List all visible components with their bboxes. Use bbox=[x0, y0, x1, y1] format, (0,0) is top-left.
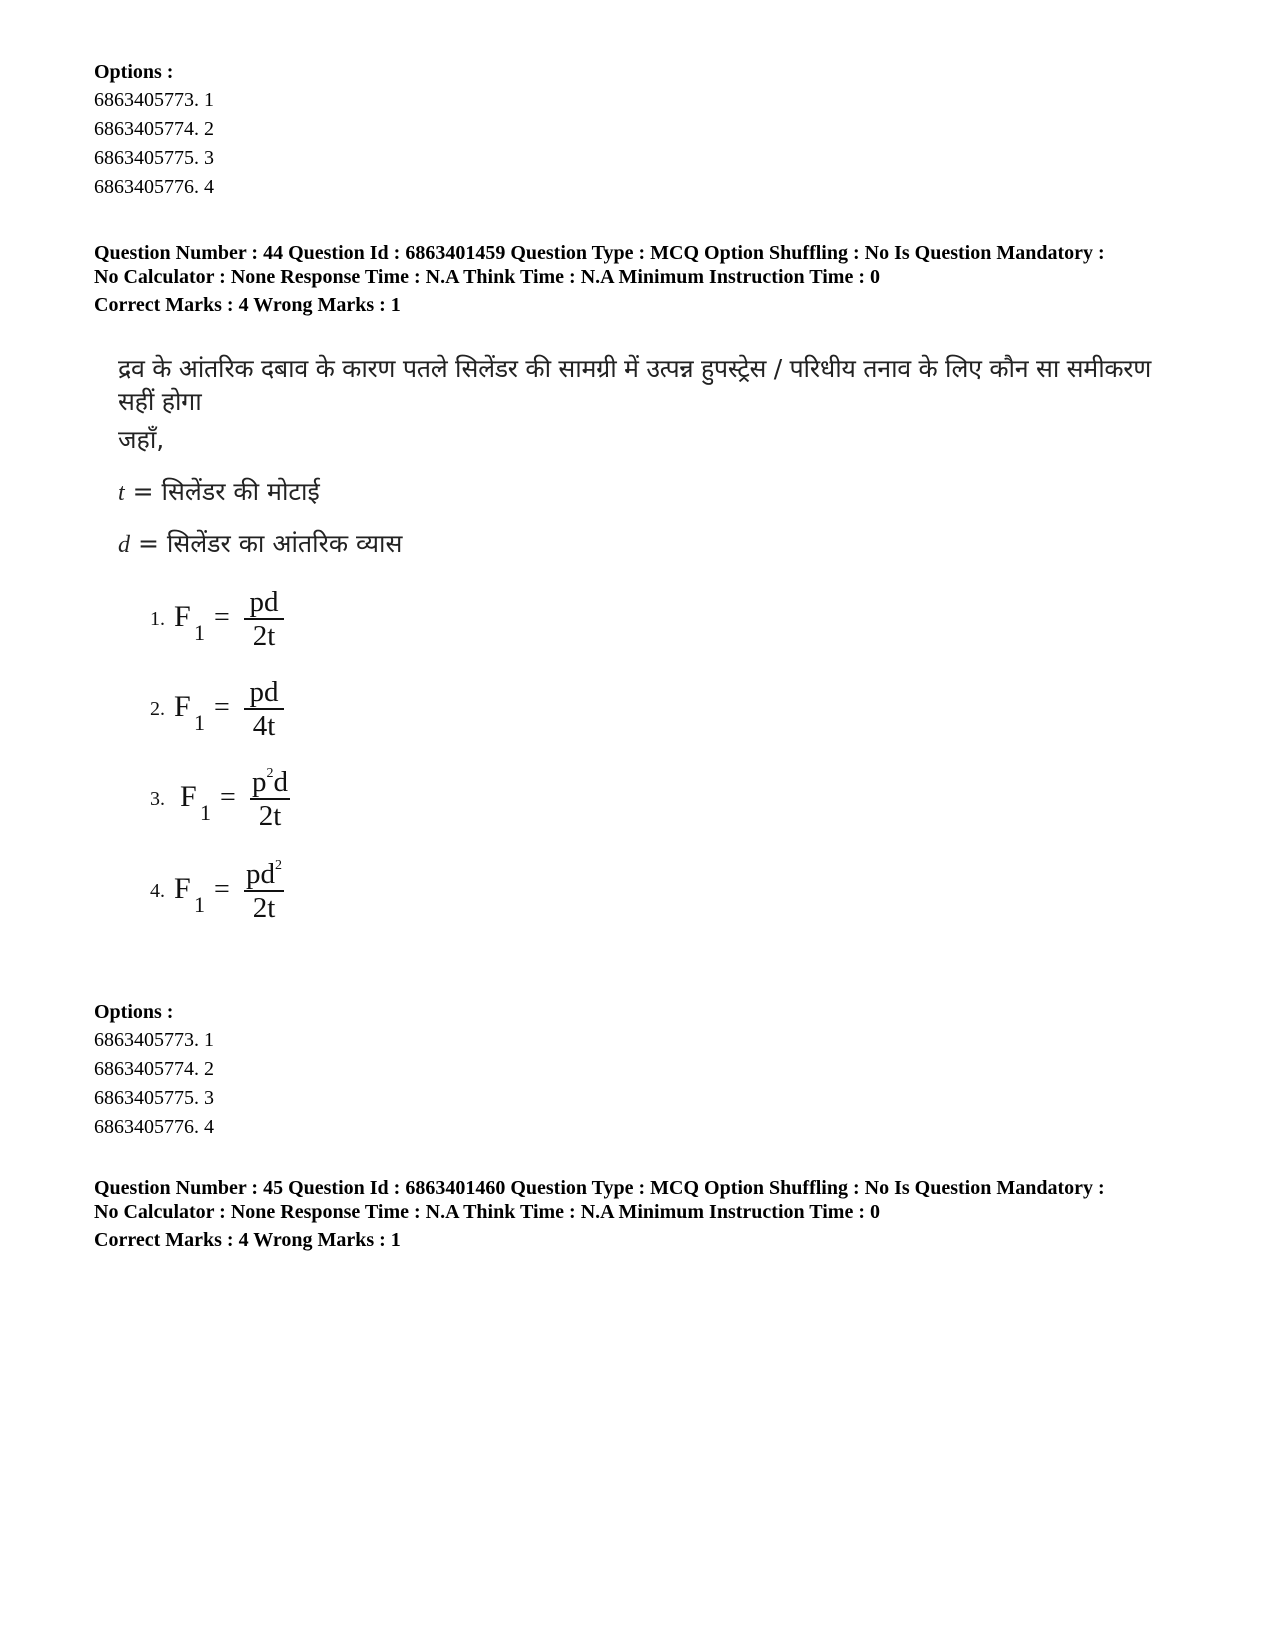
definition-thickness: t = सिलेंडर की मोटाई bbox=[118, 477, 320, 506]
option-item: 6863405775. 3 bbox=[94, 147, 214, 169]
question-meta-line: Question Number : 45 Question Id : 6863401460 Question Type : MCQ Option Shuffling : No Is Question Mandatory : bbox=[94, 1177, 1105, 1199]
question-44-meta bbox=[94, 241, 1214, 317]
question-marks: Correct Marks : 4 Wrong Marks : 1 bbox=[94, 1229, 401, 1251]
option-item: 6863405774. 2 bbox=[94, 1058, 214, 1080]
question-marks: Correct Marks : 4 Wrong Marks : 1 bbox=[94, 294, 401, 316]
option-item: 6863405776. 4 bbox=[94, 176, 214, 198]
question-text: द्रव के आंतरिक दबाव के कारण पतले सिलेंडर की सामग्री में उत्पन्न हुपस्ट्रेस / परिधीय तनाव के लिए कौन सा समीकरण सहीं होगा bbox=[118, 354, 1151, 416]
options-heading: Options : bbox=[94, 1001, 174, 1023]
question-44-content: द्रव के आंतरिक दबाव के कारण पतले सिलेंडर की सामग्री में उत्पन्न हुपस्ट्रेस / परिधीय तनाव के लिए कौन सा समीकरण सहीं होगा जहाँ, t = सिलेंडर की मोटाई d = सिलेंडर का आंतरिक व्यास 1. F 1 = $\frac{pd}{2t}$ 2. F 1 = $\frac{pd}{4t}$ 3. F 1 = $\frac{p^2d}{2t}$ 4. F 1 = $\frac{pd^2}{2t}$ bbox=[118, 352, 1198, 418]
option-item: 6863405773. 1 bbox=[94, 1029, 214, 1051]
option-item: 6863405776. 4 bbox=[94, 1116, 214, 1138]
question-meta-line: No Calculator : None Response Time : N.A Think Time : N.A Minimum Instruction Time : 0 bbox=[94, 266, 880, 288]
options-heading: Options : bbox=[94, 61, 174, 83]
top-options-block bbox=[94, 58, 214, 202]
question-meta-line: Question Number : 44 Question Id : 6863401459 Question Type : MCQ Option Shuffling : No Is Question Mandatory : bbox=[94, 242, 1105, 264]
question-45-meta bbox=[94, 1176, 1214, 1252]
option-item: 6863405775. 3 bbox=[94, 1087, 214, 1109]
where-label: जहाँ, bbox=[118, 425, 165, 454]
question-44-options bbox=[94, 998, 214, 1142]
question-meta-line: No Calculator : None Response Time : N.A Think Time : N.A Minimum Instruction Time : 0 bbox=[94, 1201, 880, 1223]
option-item: 6863405774. 2 bbox=[94, 118, 214, 140]
option-item: 6863405773. 1 bbox=[94, 89, 214, 111]
definition-diameter: d = सिलेंडर का आंतरिक व्यास bbox=[118, 529, 403, 558]
